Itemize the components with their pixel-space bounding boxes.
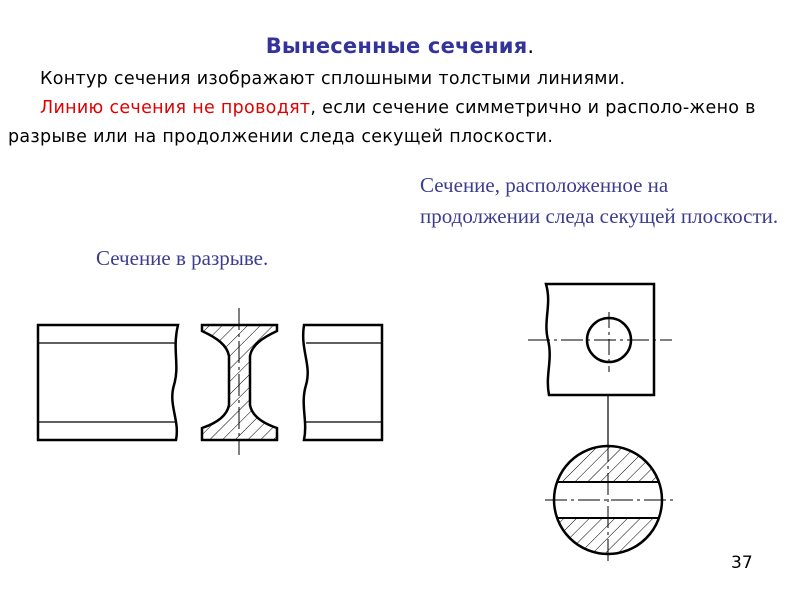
emphasis-text: Линию сечения не проводят [40, 98, 311, 118]
title-text: Вынесенные сечения [265, 34, 528, 58]
caption-break-section: Сечение в разрыве. [96, 246, 269, 270]
title-dot: . [527, 34, 535, 58]
caption-continuation-section: Сечение, расположенное на продолжении следа секущей плоскости. [420, 173, 779, 228]
circular-section [545, 440, 675, 564]
beam-right-part [303, 325, 382, 440]
beam-left-part [38, 325, 178, 440]
i-beam-section [202, 308, 277, 455]
paragraph-contour: Контур сечения изображают сплошными толстыми линиями. [40, 69, 626, 89]
paragraph-rest: , если сечение симметрично и располо-жено в разрыве или на продолжении следа секущей плоскости. [8, 98, 756, 147]
part-view-with-hole [528, 284, 672, 395]
page-number: 37 [731, 553, 753, 573]
